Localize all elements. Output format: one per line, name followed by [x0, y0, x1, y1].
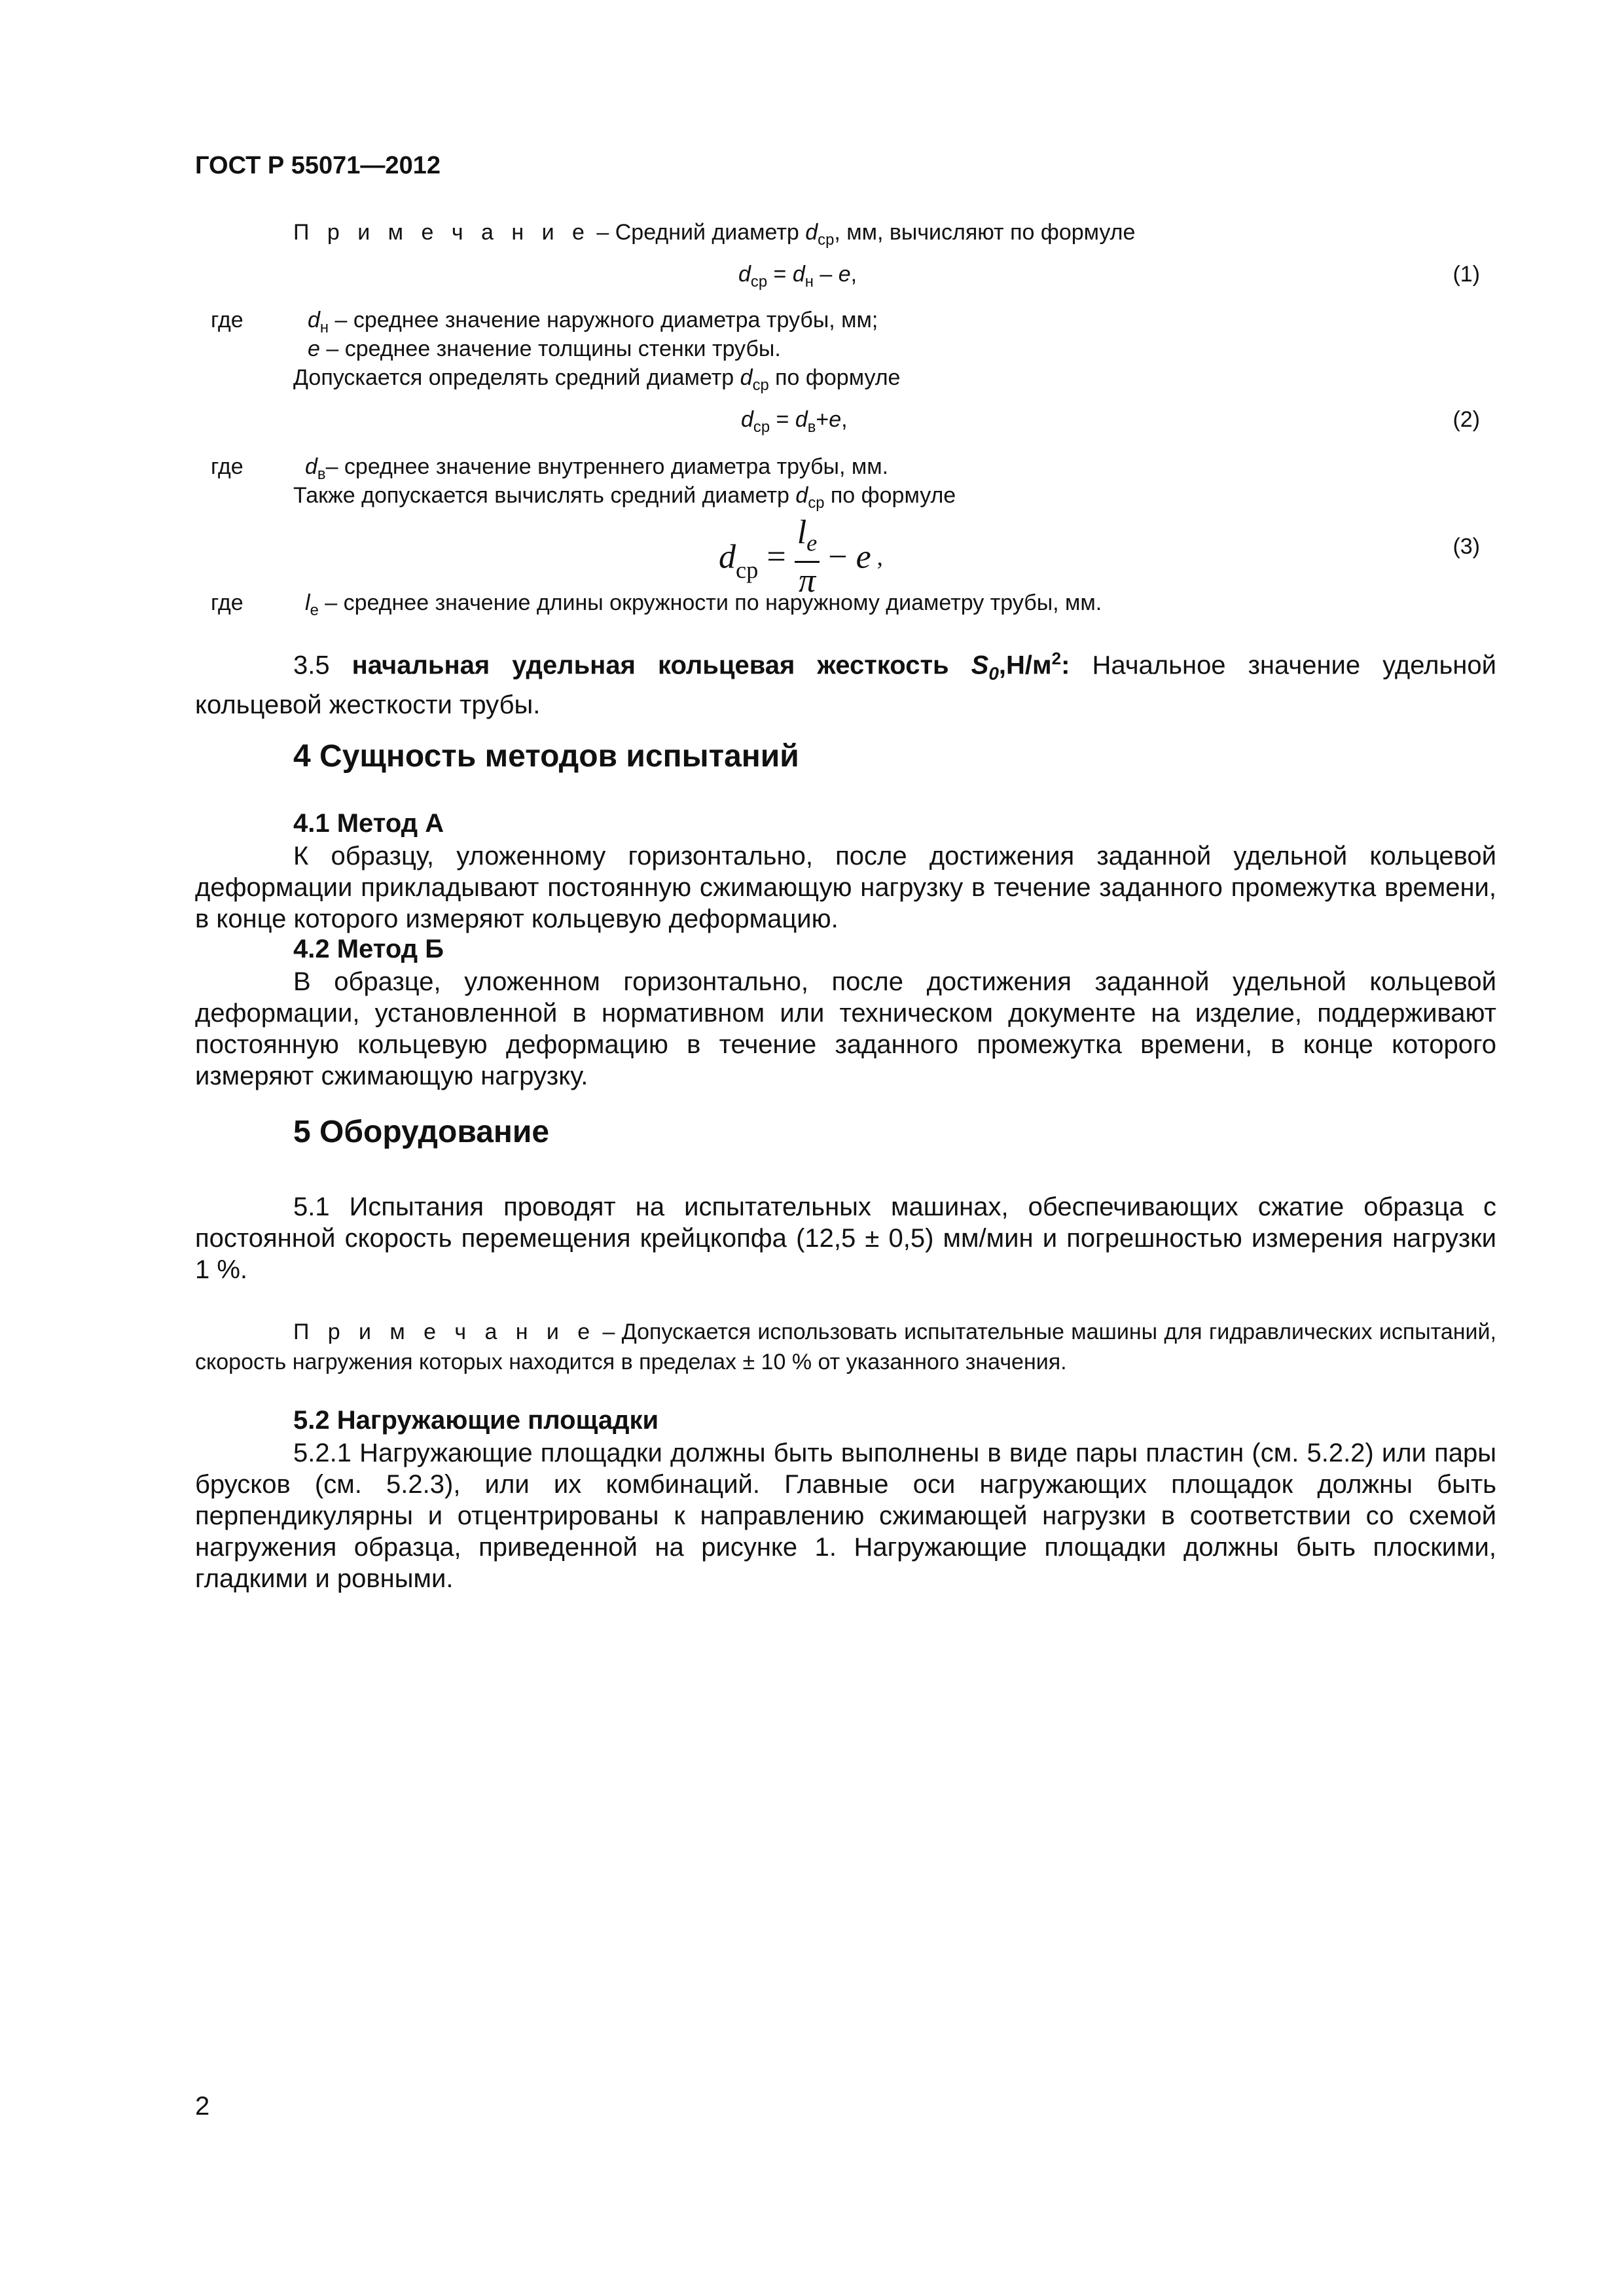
equation-3-fraction: $\frac{l_e}{\pi}$ — [795, 514, 820, 600]
where-le-definition: $l_e$ – среднее значение длины окружности по наружному диаметру трубы, мм. — [305, 590, 1102, 619]
section-5-title: 5 Оборудование — [293, 1115, 550, 1149]
section-5-2-1-text: 5.2.1 Нагружающие площадки должны быть выполнены в виде пары пластин (см. 5.2.2) или пары брусков (см. 5.2.3), или их комбинаций. Главные оси нагружающих площадок должны быть перпендикулярны и отцентрированы к направлению сжимающей нагрузки в соответствии со схемой нагружения образца, приведенной на рисунке 1. Нагружающие площадки должны быть плоскими, гладкими и ровными. — [195, 1439, 1496, 1593]
section-4-2-title: 4.2 Метод Б — [293, 935, 444, 963]
where-dv-definition: $d_в-$ среднее значение внутреннего диаметра трубы, мм. — [305, 454, 889, 483]
section-4-1-text: К образцу, уложенному горизонтально, после достижения заданной удельной кольцевой деформации прикладывают постоянную сжимающую нагрузку в течение заданного промежутка времени, в конце которого измеряют кольцевую деформацию. — [195, 842, 1496, 933]
where-label-1: где — [211, 308, 244, 332]
section-4-2-text: В образце, уложенном горизонтально, после достижения заданной удельной кольцевой деформации, установленной в нормативном или техническом документе на изделие, поддерживают постоянную кольцевую деформацию в течение заданного промежутка времени, в конце которого измеряют сжимающую нагрузку. — [195, 967, 1496, 1090]
where-label-3: где — [211, 590, 244, 615]
section-4-1-title: 4.1 Метод А — [293, 809, 444, 838]
document-header: ГОСТ Р 55071—2012 — [195, 152, 441, 179]
note-label: П р и м е ч а н и е — [293, 220, 590, 245]
definition-3-5: 3.5 начальная удельная кольцевая жесткость $S_0,Н/м^2$: Начальное значение удельной кольцевой жесткости трубы. — [195, 649, 1496, 720]
note-label: П р и м е ч а н и е — [293, 1319, 596, 1344]
section-5-1-text: 5.1 Испытания проводят на испытательных машинах, обеспечивающих сжатие образца с постоянной скорость перемещения крейцкопфа (12,5 ± 0,5) мм/мин и погрешностью измерения нагрузки 1 %. — [195, 1193, 1496, 1284]
section-5-note: П р и м е ч а н и е – Допускается использовать испытательные машины для гидравлических испытаний, скорость нагружения которых находится в пределах ± 10 % от указанного значения. — [195, 1319, 1496, 1374]
where-dn-definition: $d_н$ – среднее значение наружного диаметра трубы, мм; — [308, 308, 878, 336]
allowance-1: Допускается определять средний диаметр $d_{ср}$ по формуле — [293, 365, 901, 394]
section-5-2-title: 5.2 Нагружающие площадки — [293, 1406, 659, 1435]
definition-term: начальная удельная кольцевая жесткость — [352, 651, 949, 680]
equation-2-number: (2) — [1453, 407, 1480, 432]
where-e-definition: e – среднее значение толщины стенки трубы. — [308, 336, 781, 361]
equation-3: $d_{ср}$ = $\frac{l_e}{\pi}$ − e , — [719, 514, 883, 600]
equation-1-number: (1) — [1453, 262, 1480, 287]
equation-3-number: (3) — [1453, 534, 1480, 559]
equation-2: $d_{ср} = d_в+e$, — [741, 407, 848, 436]
note-mean-diameter: П р и м е ч а н и е – Средний диаметр $d_{ср}$, мм, вычисляют по формуле — [293, 220, 1136, 249]
equation-1: $d_{ср} = d_н - e$, — [738, 262, 857, 291]
where-label-2: где — [211, 454, 244, 479]
page-number: 2 — [195, 2092, 210, 2121]
allowance-2: Также допускается вычислять средний диаметр $d_{ср}$ по формуле — [293, 483, 956, 512]
section-4-title: 4 Сущность методов испытаний — [293, 739, 799, 774]
